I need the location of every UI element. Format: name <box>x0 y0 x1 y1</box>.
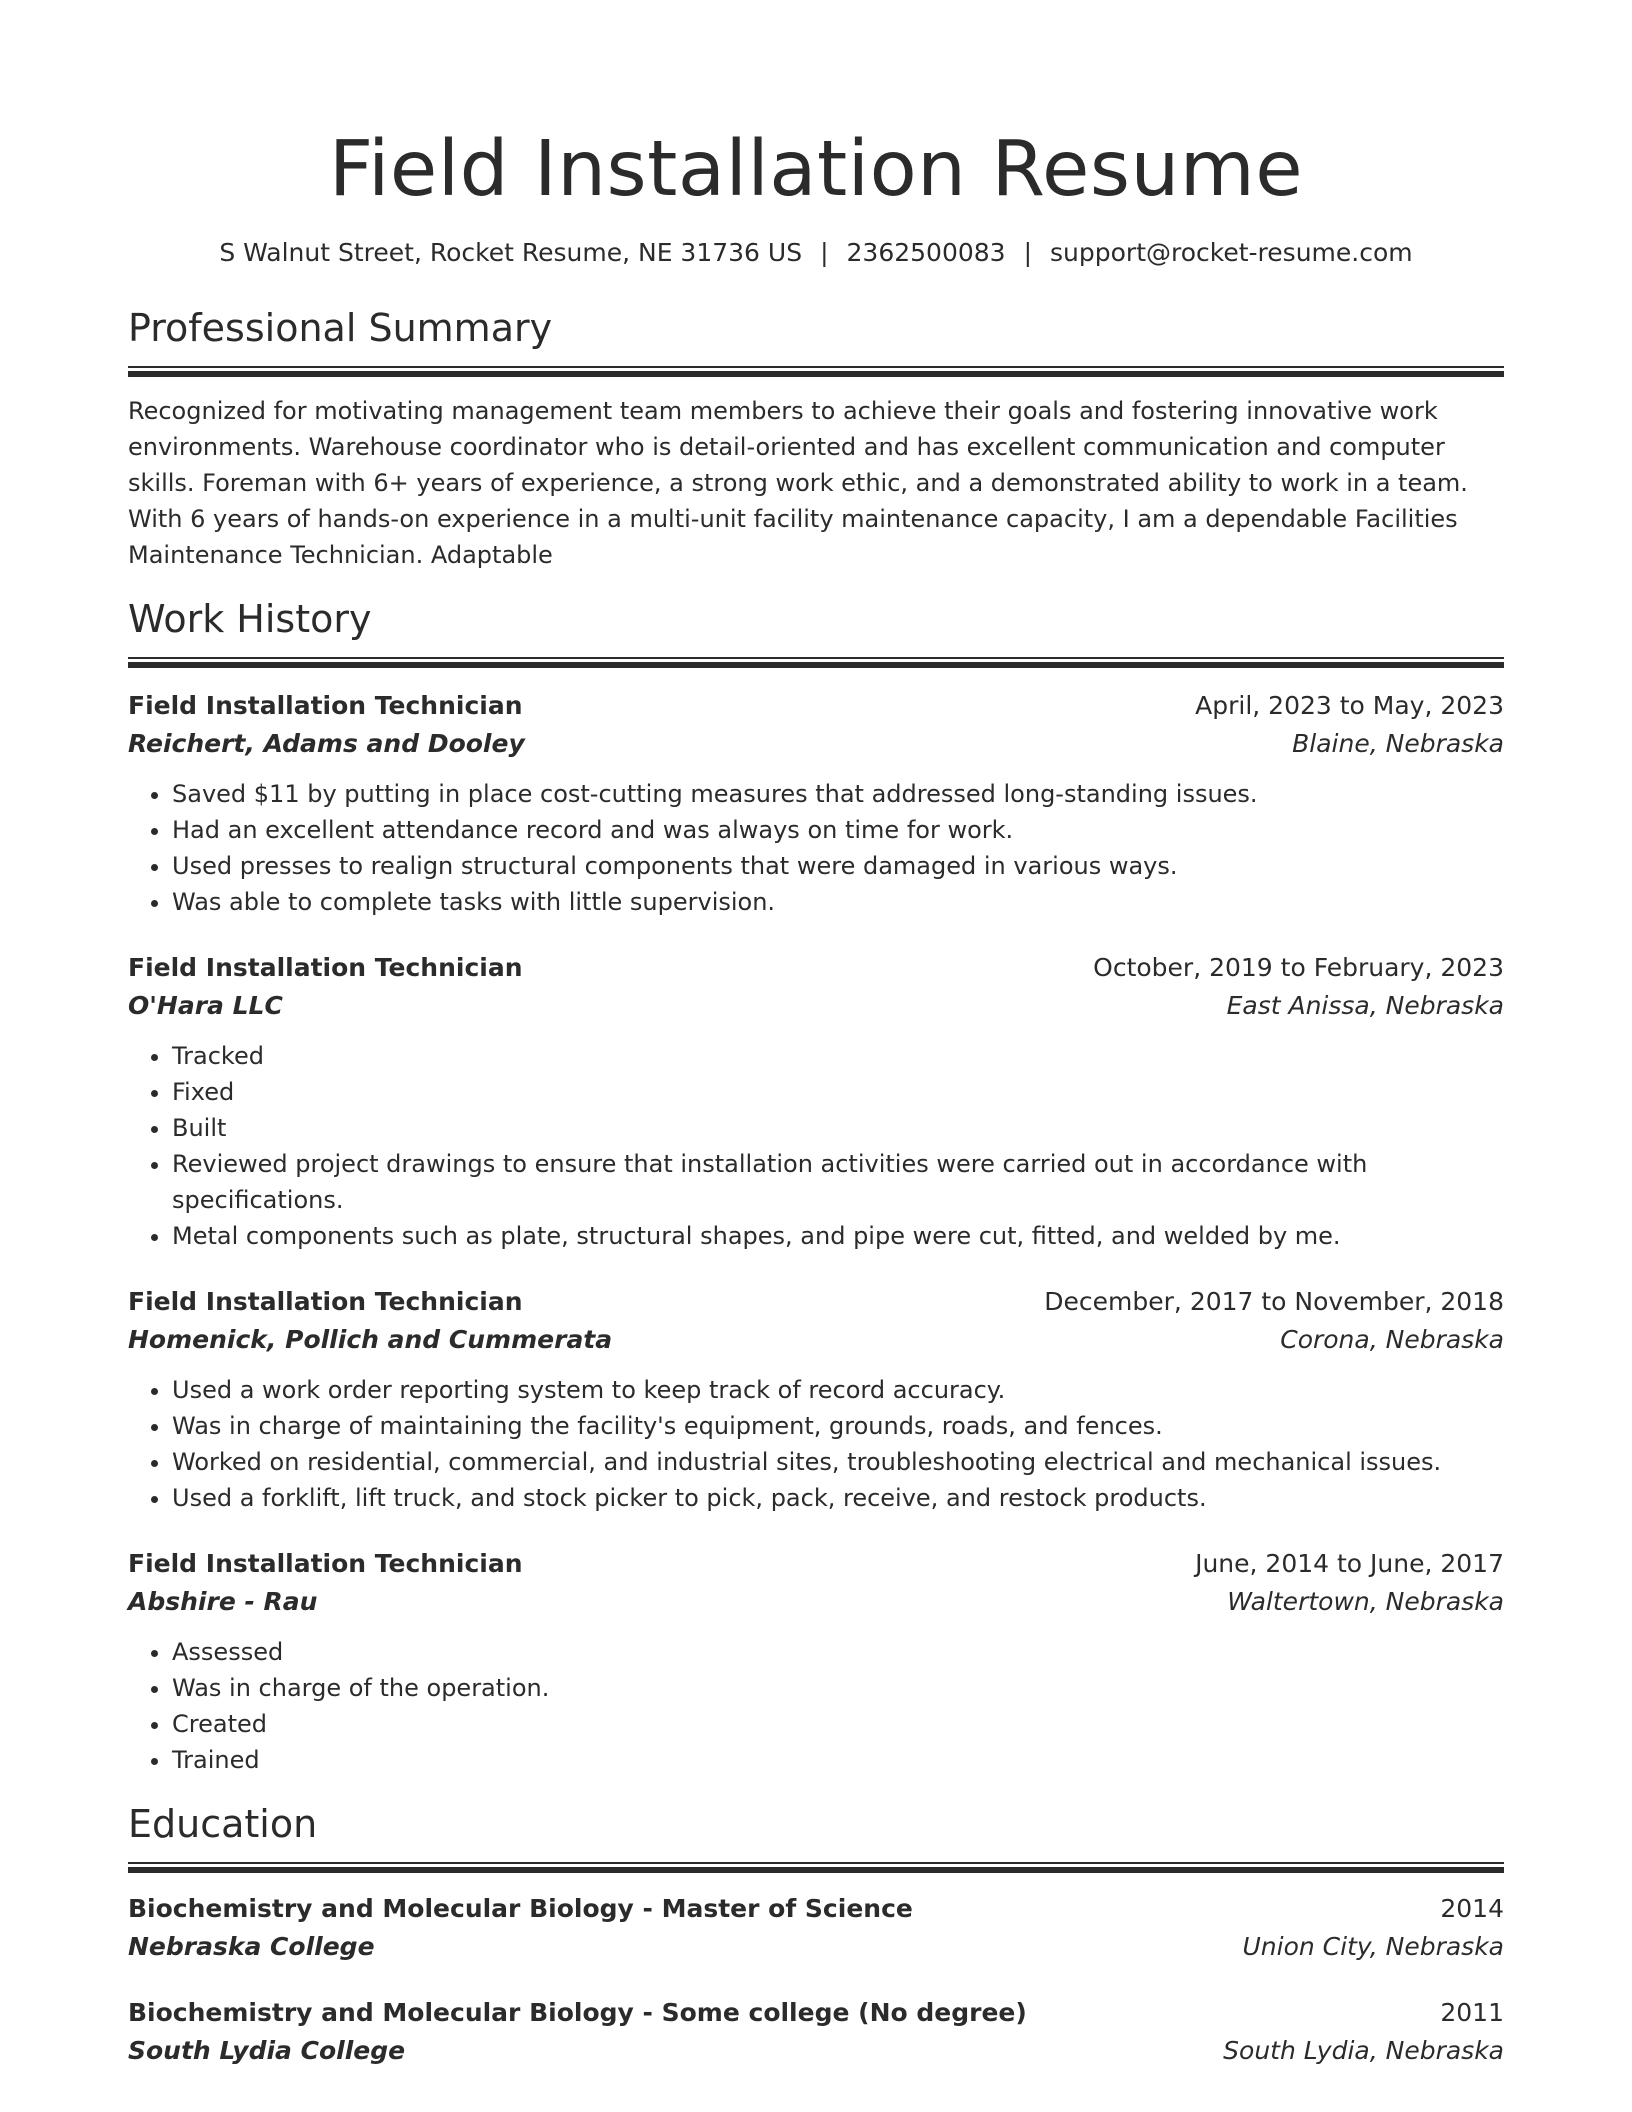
job-company: O'Hara LLC <box>128 991 283 1020</box>
job-entry <box>128 950 1504 1254</box>
work-history-heading: Work History <box>128 597 372 641</box>
job-entry <box>128 688 1504 920</box>
section-divider <box>128 1862 1504 1873</box>
list-item: • Worked on residential, commercial, and industrial sites, troubleshooting electrical and mechanical issues. <box>172 1444 1504 1480</box>
job-location: East Anissa, Nebraska <box>1226 991 1504 1020</box>
summary-section <box>128 304 1504 573</box>
job-bullets <box>128 776 1504 920</box>
job-dates: December, 2017 to November, 2018 <box>1044 1287 1504 1316</box>
list-item: • Was in charge of maintaining the facility's equipment, grounds, roads, and fences. <box>172 1408 1504 1444</box>
list-item: • Was able to complete tasks with little supervision. <box>172 884 1504 920</box>
contact-line <box>128 236 1504 270</box>
education-degree: Biochemistry and Molecular Biology - Master of Science <box>128 1894 913 1923</box>
list-item: • Fixed <box>172 1074 1504 1110</box>
list-item: • Created <box>172 1706 1504 1742</box>
list-item: • Built <box>172 1110 1504 1146</box>
list-item: • Was in charge of the operation. <box>172 1670 1504 1706</box>
list-item: • Metal components such as plate, structural shapes, and pipe were cut, fitted, and welded by me. <box>172 1218 1504 1254</box>
list-item: • Reviewed project drawings to ensure that installation activities were carried out in accordance with specifications. <box>172 1146 1504 1218</box>
job-location: Corona, Nebraska <box>1280 1325 1504 1354</box>
education-entry <box>128 1995 1504 2071</box>
resume-title: Field Installation Resume <box>328 125 1304 214</box>
work-history-section <box>128 595 1504 1778</box>
list-item: • Tracked <box>172 1038 1504 1074</box>
job-company: Abshire - Rau <box>128 1587 318 1616</box>
education-entry <box>128 1891 1504 1967</box>
education-section <box>128 1800 1504 2071</box>
section-divider <box>128 366 1504 377</box>
list-item: • Saved $11 by putting in place cost-cutting measures that addressed long-standing issues. <box>172 776 1504 812</box>
job-company: Reichert, Adams and Dooley <box>128 729 525 758</box>
contact-phone: 2362500083 <box>846 238 1006 267</box>
list-item: • Used a forklift, lift truck, and stock picker to pick, pack, receive, and restock products. <box>172 1480 1504 1516</box>
job-entry <box>128 1546 1504 1778</box>
education-degree: Biochemistry and Molecular Biology - Some college (No degree) <box>128 1998 1027 2027</box>
list-item: • Trained <box>172 1742 1504 1778</box>
list-item: • Had an excellent attendance record and was always on time for work. <box>172 812 1504 848</box>
job-bullets <box>128 1634 1504 1778</box>
section-divider <box>128 657 1504 668</box>
education-location: Union City, Nebraska <box>1242 1932 1504 1961</box>
job-title: Field Installation Technician <box>128 1287 523 1316</box>
contact-separator: | <box>1023 238 1033 267</box>
job-title: Field Installation Technician <box>128 953 523 982</box>
job-dates: June, 2014 to June, 2017 <box>1195 1549 1504 1578</box>
education-year: 2011 <box>1440 1998 1504 2027</box>
job-title: Field Installation Technician <box>128 691 523 720</box>
job-bullets <box>128 1372 1504 1516</box>
job-entry <box>128 1284 1504 1516</box>
contact-separator: | <box>820 238 829 267</box>
job-bullets <box>128 1038 1504 1254</box>
summary-heading: Professional Summary <box>128 306 553 350</box>
resume-page <box>128 0 1504 2071</box>
job-title: Field Installation Technician <box>128 1549 523 1578</box>
list-item: • Used presses to realign structural components that were damaged in various ways. <box>172 848 1504 884</box>
job-company: Homenick, Pollich and Cummerata <box>128 1325 613 1354</box>
education-year: 2014 <box>1440 1894 1504 1923</box>
job-location: Blaine, Nebraska <box>1292 729 1504 758</box>
job-location: Waltertown, Nebraska <box>1227 1587 1504 1616</box>
education-heading: Education <box>128 1802 318 1846</box>
list-item: • Assessed <box>172 1634 1504 1670</box>
list-item: • Used a work order reporting system to keep track of record accuracy. <box>172 1372 1504 1408</box>
job-dates: April, 2023 to May, 2023 <box>1195 691 1504 720</box>
education-school: South Lydia College <box>128 2036 406 2065</box>
job-dates: October, 2019 to February, 2023 <box>1093 953 1504 982</box>
education-location: South Lydia, Nebraska <box>1223 2036 1504 2065</box>
summary-text: Recognized for motivating management team members to achieve their goals and fostering innovative work environments. Warehouse coordinator who is detail-oriented and has excellent communication and computer skills. Foreman with 6+ years of experience, a strong work ethic, and a demonstrated ability to work in a team. With 6 years of hands-on experience in a multi-unit facility maintenance capacity, I am a dependable Facilities Maintenance Technician. Adaptable <box>128 397 1468 569</box>
contact-email: support@rocket-resume.com <box>1050 238 1413 267</box>
contact-address: S Walnut Street, Rocket Resume, NE 31736 US <box>219 238 803 267</box>
education-school: Nebraska College <box>128 1932 375 1961</box>
